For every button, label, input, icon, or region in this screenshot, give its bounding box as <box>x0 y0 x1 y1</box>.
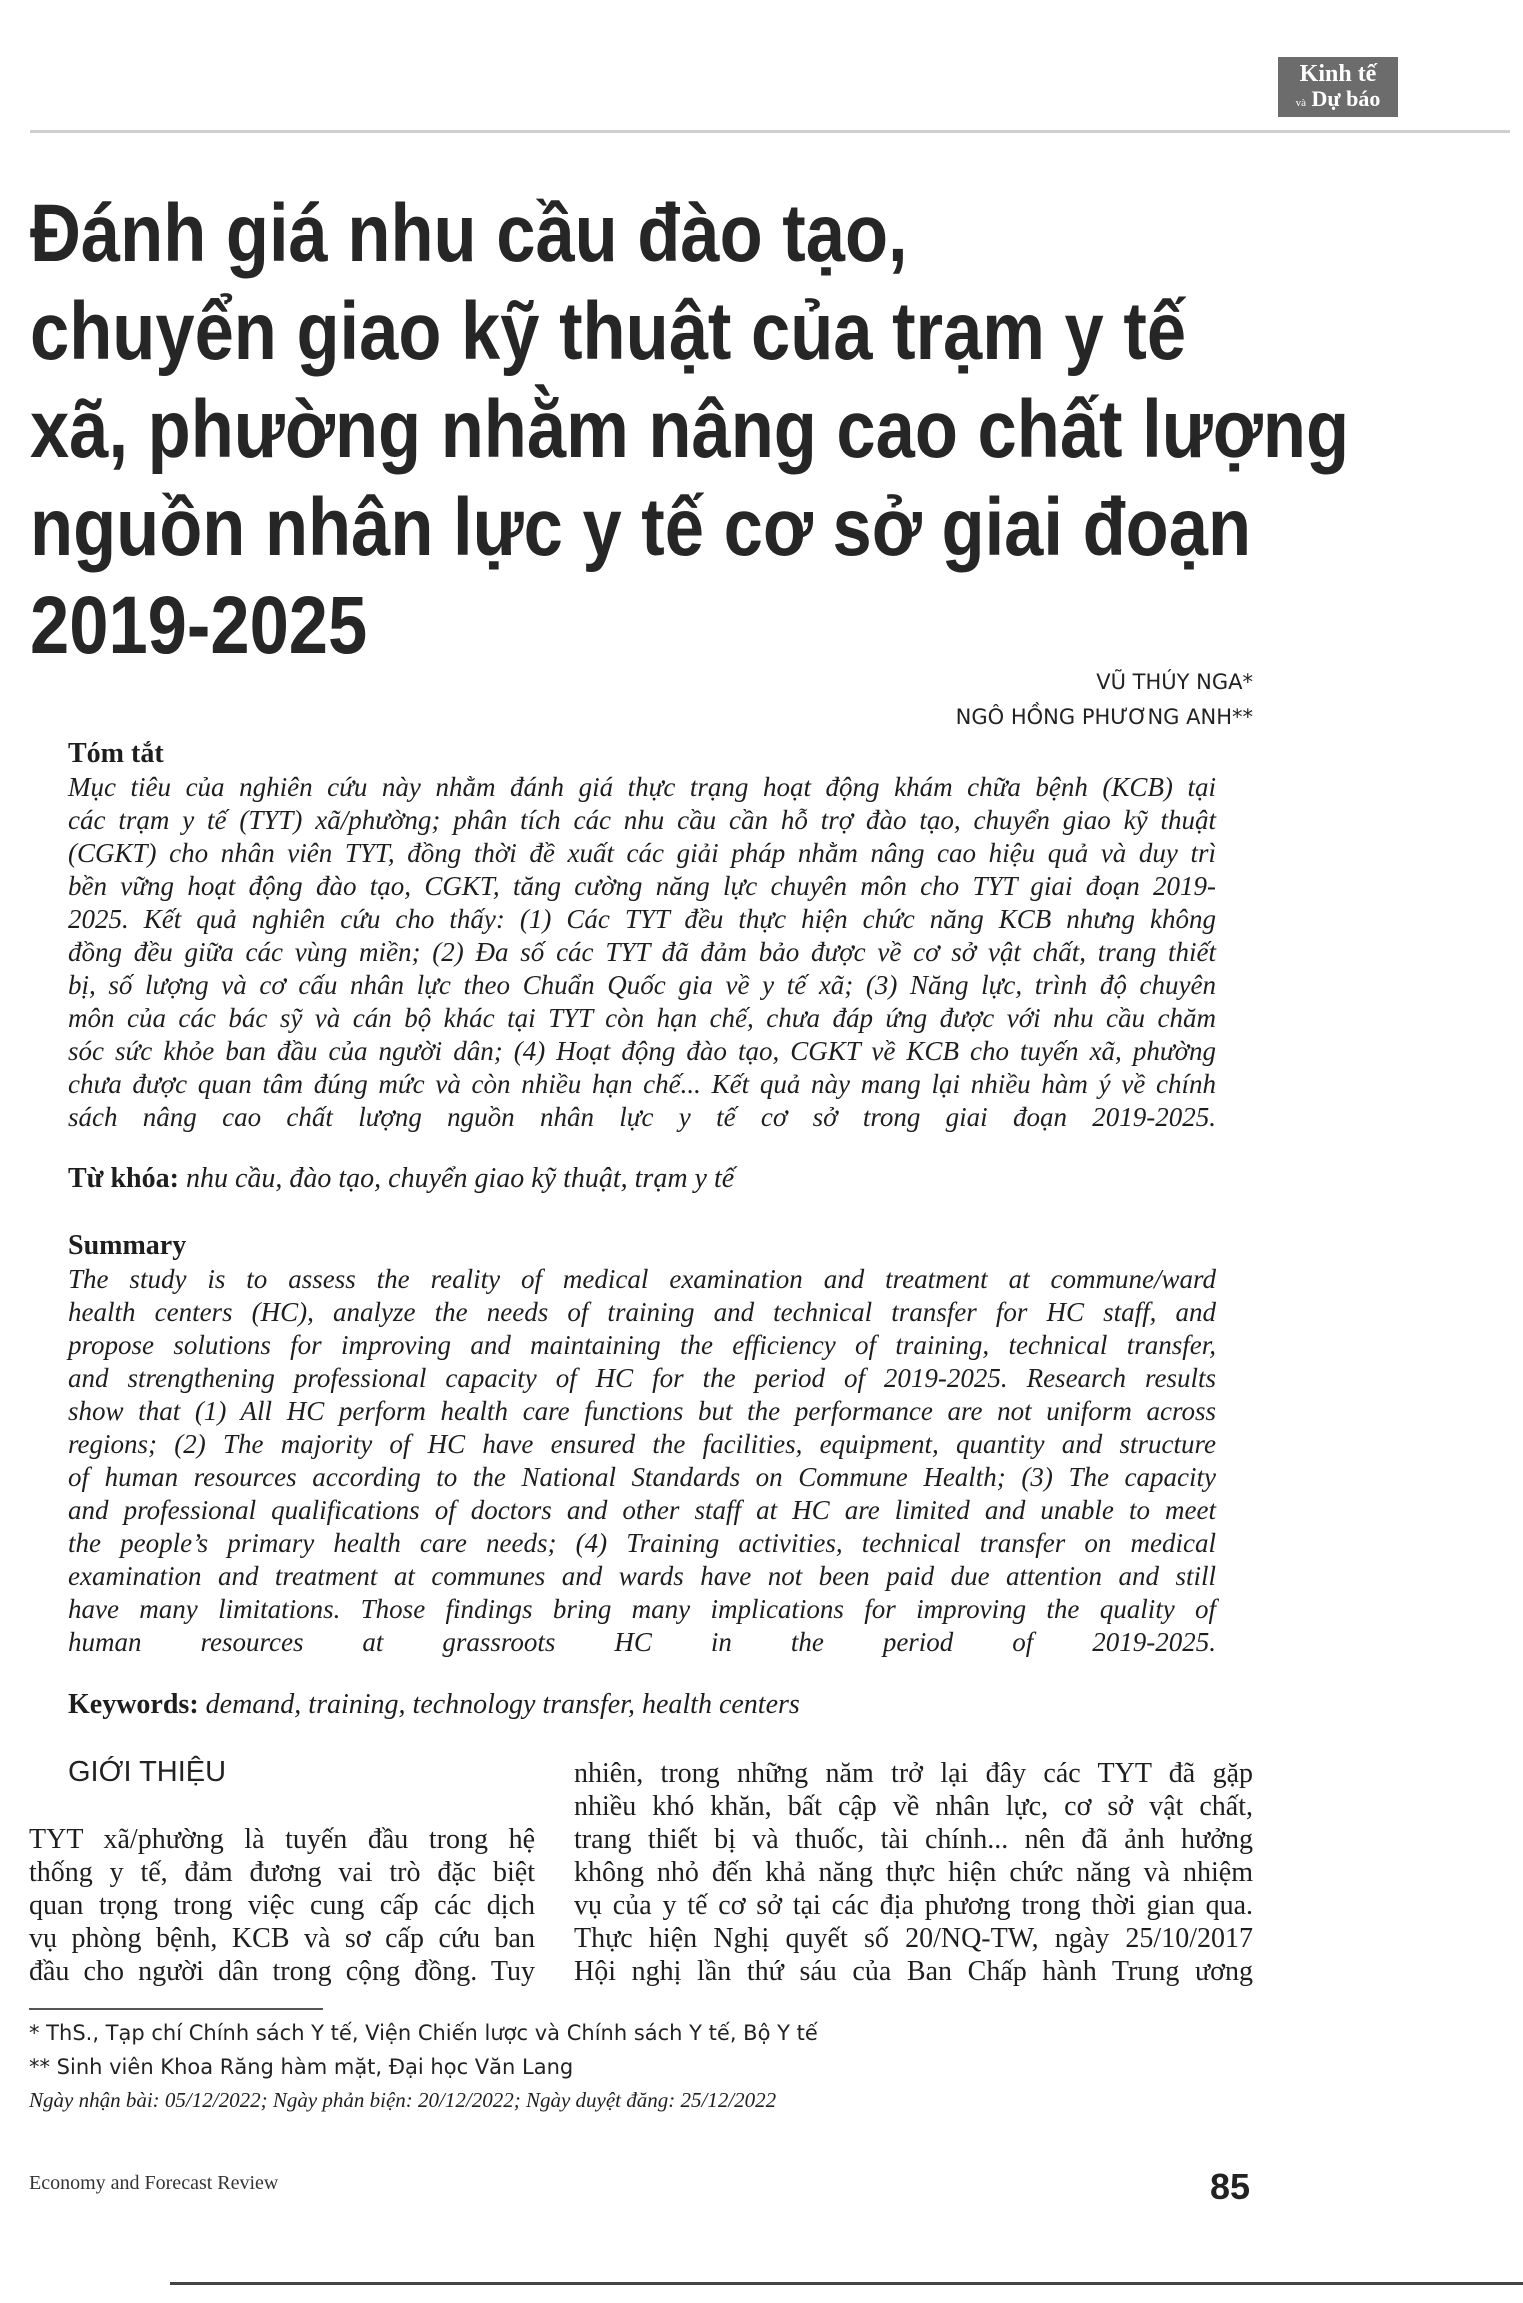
page-number: 85 <box>1209 2166 1250 2207</box>
submission-dates: Ngày nhận bài: 05/12/2022; Ngày phản biện: 20/12/2022; Ngày duyệt đăng: 25/12/2022 <box>29 2088 777 2112</box>
body-line: vụ phòng bệnh, KCB và sơ cấp cứu ban <box>29 1923 535 1954</box>
summary-line: the people’s primary health care needs; (4) Training activities, technical transfer on medical <box>68 1528 1216 1558</box>
body-line: đầu cho người dân trong cộng đồng. Tuy <box>29 1956 535 1987</box>
summary-heading: Summary <box>68 1230 187 1261</box>
abstract-line: sách nâng cao chất lượng nguồn nhân lực y tế cơ sở trong giai đoạn 2019-2025. <box>68 1102 1216 1132</box>
summary-line: show that (1) All HC perform health care functions but the performance are not uniform across <box>68 1396 1216 1426</box>
body-line: Hội nghị lần thứ sáu của Ban Chấp hành Trung ương <box>574 1956 1253 1987</box>
authors <box>956 665 1253 735</box>
summary-line: and strengthening professional capacity of HC for the period of 2019-2025. Research results <box>68 1363 1216 1393</box>
summary-line: have many limitations. Those findings bring many implications for improving the quality of <box>68 1594 1216 1624</box>
logo-line2: Dự báo <box>1311 86 1381 111</box>
footnote-1: * ThS., Tạp chí Chính sách Y tế, Viện Chiến lược và Chính sách Y tế, Bộ Y tế <box>29 2021 818 2045</box>
summary-line: of human resources according to the National Standards on Commune Health; (3) The capacity <box>68 1462 1216 1492</box>
title-line: nguồn nhân lực y tế cơ sở giai đoạn <box>30 482 1252 573</box>
body-line: không nhỏ đến khả năng thực hiện chức năng và nhiệm <box>574 1857 1253 1888</box>
abstract-line: (CGKT) cho nhân viên TYT, đồng thời đề xuất các giải pháp nhằm nâng cao hiệu quả và duy trì <box>68 838 1216 868</box>
title-line: 2019-2025 <box>30 580 368 671</box>
title-line: Đánh giá nhu cầu đào tạo, <box>30 188 908 279</box>
summary-body <box>68 1263 1216 1659</box>
body-line: trang thiết bị và thuốc, tài chính... nên đã ảnh hưởng <box>574 1824 1253 1855</box>
abstract-line: Mục tiêu của nghiên cứu này nhằm đánh giá thực trạng hoạt động khám chữa bệnh (KCB) tại <box>68 772 1216 802</box>
keywords-text: demand, training, technology transfer, health centers <box>205 1689 800 1720</box>
intro-left-column <box>29 1823 535 1988</box>
footer-journal-name: Economy and Forecast Review <box>29 2172 279 2194</box>
article-title <box>30 185 1523 675</box>
journal-logo <box>1278 57 1398 117</box>
summary-line: and professional qualifications of doctors and other staff at HC are limited and unable to meet <box>68 1495 1216 1525</box>
summary-line: propose solutions for improving and maintaining the efficiency of training, technical transfer, <box>68 1330 1216 1360</box>
abstract-line: các trạm y tế (TYT) xã/phường; phân tích các nhu cầu cần hỗ trợ đào tạo, chuyển giao kỹ thuật <box>68 805 1216 835</box>
body-line: Thực hiện Nghị quyết số 20/NQ-TW, ngày 25/10/2017 <box>574 1923 1253 1954</box>
body-line: thống y tế, đảm đương vai trò đặc biệt <box>29 1857 535 1888</box>
title-line: chuyển giao kỹ thuật của trạm y tế <box>30 286 1187 377</box>
body-line: TYT xã/phường là tuyến đầu trong hệ <box>29 1824 535 1855</box>
intro-heading: GIỚI THIỆU <box>68 1756 227 1788</box>
intro-right-column <box>574 1757 1253 1988</box>
title-line: xã, phường nhằm nâng cao chất lượng <box>30 384 1350 475</box>
body-line: nhiều khó khăn, bất cập về nhân lực, cơ sở vật chất, <box>574 1791 1253 1822</box>
logo-small: và <box>1295 97 1307 109</box>
summary-line: health centers (HC), analyze the needs of training and technical transfer for HC staff, and <box>68 1297 1216 1327</box>
bottom-divider <box>170 2282 1523 2285</box>
summary-line: examination and treatment at communes and wards have not been paid due attention and still <box>68 1561 1216 1591</box>
abstract-line: bị, số lượng và cơ cấu nhân lực theo Chuẩn Quốc gia về y tế xã; (3) Năng lực, trình độ chuyên <box>68 970 1216 1000</box>
abstract-body <box>68 771 1216 1134</box>
abstract-line: sóc sức khỏe ban đầu của người dân; (4) Hoạt động đào tạo, CGKT về KCB cho tuyến xã, phường <box>68 1036 1216 1066</box>
logo-line1: Kinh tế <box>1299 61 1377 87</box>
summary-line: human resources at grassroots HC in the period of 2019-2025. <box>68 1627 1216 1657</box>
author-name: VŨ THÚY NGA* <box>1096 670 1253 694</box>
abstract-heading: Tóm tắt <box>68 738 164 769</box>
summary-line: The study is to assess the reality of medical examination and treatment at commune/ward <box>68 1264 1216 1294</box>
summary-line: regions; (2) The majority of HC have ensured the facilities, equipment, quantity and structure <box>68 1429 1216 1459</box>
abstract-line: bền vững hoạt động đào tạo, CGKT, tăng cường năng lực chuyên môn cho TYT giai đoạn 2019- <box>68 871 1216 901</box>
abstract-line: chưa được quan tâm đúng mức và còn nhiều hạn chế... Kết quả này mang lại nhiều hàm ý về chính <box>68 1069 1216 1099</box>
abstract-line: 2025. Kết quả nghiên cứu cho thấy: (1) Các TYT đều thực hiện chức năng KCB nhưng không <box>68 904 1216 934</box>
body-line: nhiên, trong những năm trở lại đây các TYT đã gặp <box>574 1758 1253 1789</box>
vietnamese-keywords <box>68 1163 734 1195</box>
footnote-divider <box>29 2008 323 2010</box>
abstract-line: đồng đều giữa các vùng miền; (2) Đa số các TYT đã đảm bảo được về cơ sở vật chất, trang thiết <box>68 937 1216 967</box>
footnote-2: ** Sinh viên Khoa Răng hàm mặt, Đại học Văn Lang <box>29 2055 574 2079</box>
header-divider <box>30 130 1510 133</box>
body-line: quan trọng trong việc cung cấp các dịch <box>29 1890 535 1921</box>
abstract-line: môn của các bác sỹ và cán bộ khác tại TYT còn hạn chế, chưa đáp ứng được với nhu cầu chăm <box>68 1003 1216 1033</box>
author-name: NGÔ HỒNG PHƯƠNG ANH** <box>955 705 1253 729</box>
keywords-text: nhu cầu, đào tạo, chuyển giao kỹ thuật, trạm y tế <box>185 1163 735 1194</box>
keywords-label: Keywords: <box>68 1689 199 1720</box>
body-line: vụ của y tế cơ sở tại các địa phương trong thời gian qua. <box>574 1890 1253 1921</box>
keywords-label: Từ khóa: <box>68 1163 179 1194</box>
english-keywords <box>68 1689 800 1721</box>
